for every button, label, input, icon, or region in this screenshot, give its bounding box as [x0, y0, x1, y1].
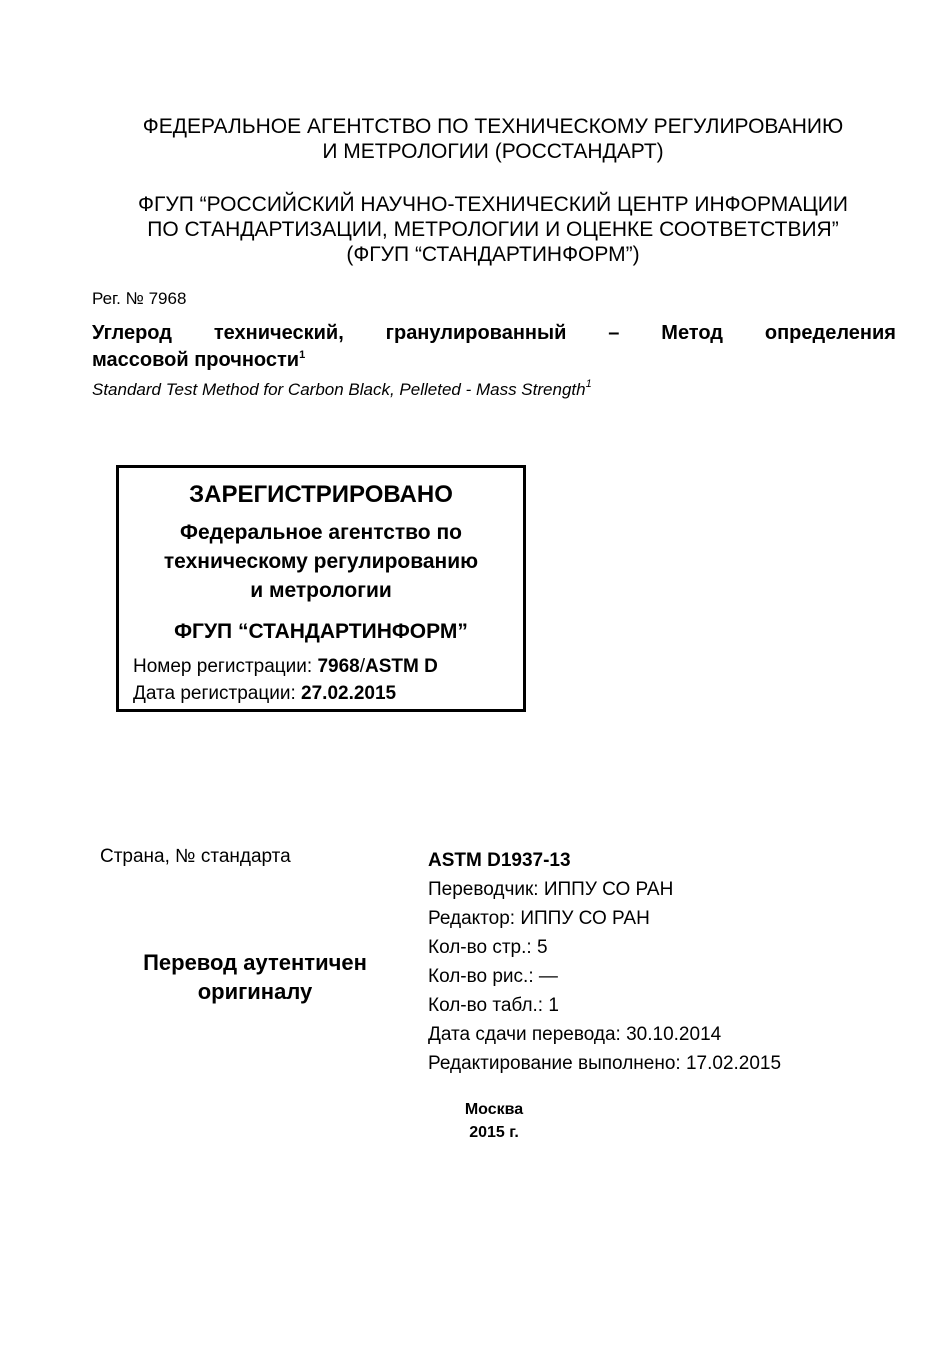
organization-header — [60, 192, 926, 267]
title-word: гранулированный — [385, 322, 567, 344]
stamp-number-suffix: ASTM D — [365, 656, 438, 677]
stamp-organization: ФГУП “СТАНДАРТИНФОРМ” — [174, 620, 468, 643]
stamp-registration-number — [133, 656, 438, 678]
table-count: Кол-во табл.: 1 — [428, 995, 559, 1016]
title-footnote-mark: 1 — [299, 349, 306, 361]
translator: Переводчик: ИППУ СО РАН — [428, 879, 674, 900]
agency-header — [60, 114, 926, 164]
title-line-2-text: массовой прочности — [92, 349, 300, 371]
authentic-line-2: оригиналу — [197, 979, 313, 1004]
registration-stamp — [116, 465, 526, 712]
city: Москва — [464, 1101, 524, 1118]
title-word: определения — [764, 322, 896, 344]
stamp-agency-line-1: Федеральное агентство по — [180, 521, 462, 544]
org-line-1: ФГУП “РОССИЙСКИЙ НАУЧНО-ТЕХНИЧЕСКИЙ ЦЕНТР ИНФОРМАЦИИ — [138, 193, 848, 216]
title-line-1 — [92, 320, 896, 347]
figure-count: Кол-во рис.: — — [428, 966, 558, 987]
page-count: Кол-во стр.: 5 — [428, 937, 548, 958]
authentic-line-1: Перевод аутентичен — [143, 950, 367, 975]
stamp-agency-line-3: и метрологии — [250, 579, 392, 602]
document-title-ru — [92, 320, 896, 374]
org-line-3: (ФГУП “СТАНДАРТИНФОРМ”) — [346, 243, 640, 266]
stamp-date-label: Дата регистрации: — [133, 683, 302, 704]
title-word: технический, — [213, 322, 344, 344]
title-word: Углерод — [92, 322, 172, 344]
title-word: – — [608, 322, 620, 344]
stamp-heading: ЗАРЕГИСТРИРОВАНО — [189, 481, 453, 508]
standard-number: ASTM D1937-13 — [428, 850, 571, 871]
publication-place — [440, 1098, 548, 1144]
stamp-agency — [119, 518, 523, 605]
stamp-date-value: 27.02.2015 — [301, 683, 397, 704]
agency-line-1: ФЕДЕРАЛЬНОЕ АГЕНТСТВО ПО ТЕХНИЧЕСКОМУ РЕГУЛИРОВАНИЮ — [142, 115, 844, 138]
stamp-number-label: Номер регистрации: — [133, 656, 318, 677]
title-line-2 — [92, 347, 896, 374]
editor: Редактор: ИППУ СО РАН — [428, 908, 650, 929]
org-line-2: ПО СТАНДАРТИЗАЦИИ, МЕТРОЛОГИИ И ОЦЕНКЕ СООТВЕТСТВИЯ” — [147, 218, 839, 241]
stamp-number-separator: / — [359, 656, 366, 677]
title-en-footnote-mark: 1 — [585, 378, 592, 390]
agency-line-2: И МЕТРОЛОГИИ (РОССТАНДАРТ) — [322, 140, 664, 163]
authentic-translation-note — [110, 948, 400, 1006]
year: 2015 г. — [469, 1124, 519, 1141]
country-standard-label: Страна, № стандарта — [100, 846, 291, 867]
registration-number: Рег. № 7968 — [92, 289, 187, 308]
stamp-registration-date — [133, 683, 396, 705]
document-title-en — [92, 380, 592, 400]
submission-date: Дата сдачи перевода: 30.10.2014 — [428, 1024, 722, 1045]
title-en-text: Standard Test Method for Carbon Black, Pelleted - Mass Strength — [92, 380, 586, 399]
title-word: Метод — [661, 322, 723, 344]
stamp-number-value: 7968 — [317, 656, 360, 677]
stamp-agency-line-2: техническому регулированию — [163, 550, 479, 573]
editing-date: Редактирование выполнено: 17.02.2015 — [428, 1053, 782, 1074]
translation-details — [428, 846, 781, 1078]
